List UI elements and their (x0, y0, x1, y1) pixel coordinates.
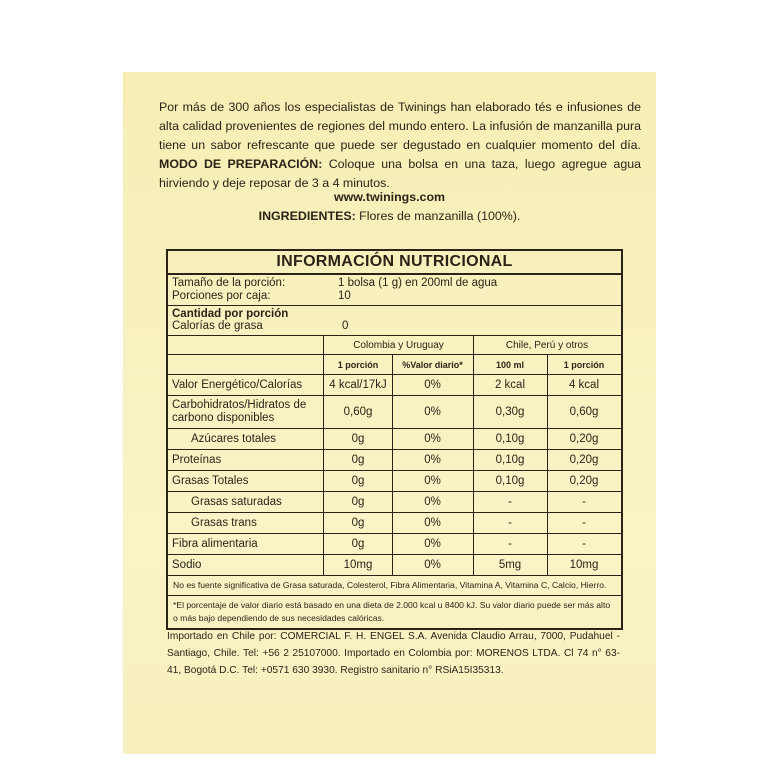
nutrient-row-carbs (168, 396, 621, 429)
value-cell: 4 kcal (568, 379, 600, 391)
value-cell: 0,60g (324, 396, 393, 428)
nutrient-label: Sodio (168, 555, 324, 575)
nutrient-row-sugars (168, 429, 621, 450)
amount-label: Cantidad por porción (172, 308, 289, 320)
group-header-row (168, 336, 621, 355)
col-header-4: 1 porción (563, 359, 605, 370)
nutrient-row-protein (168, 450, 621, 471)
value-cell: 0% (392, 534, 474, 554)
group2-header: Chile, Perú y otros (505, 339, 589, 351)
nutrient-row-sodium (168, 555, 621, 576)
value-cell: 0,10g (473, 471, 548, 491)
importer-info: Importado en Chile por: COMERCIAL F. H. ENGEL S.A. Avenida Claudio Arrau, 7000, Pudahuel - Santiago, Chile. Tel: +56 2 25107000. Importado en Colombia por: MORENOS LTDA. Cl 74 n° 63-41, Bogotá D.C. Tel: +0571 630 3930. Registro sanitario n° RSiA15I35313. (167, 631, 620, 676)
value-cell: 0g (324, 471, 393, 491)
prep-text: Coloque una bolsa en una taza, luego agregue agua hirviendo y deje reposar de 3 a 4 minutos. (159, 157, 641, 190)
serving-info-row (168, 275, 621, 306)
serving-labels (172, 277, 285, 303)
group-header-blank (168, 336, 324, 354)
amount-row (168, 306, 621, 336)
nutrient-label: Carbohidratos/Hidratos de carbono disponibles (168, 396, 324, 428)
column-header-row (168, 355, 621, 375)
group1-header: Colombia y Uruguay (324, 336, 474, 354)
value-cell: 0,20g (569, 475, 599, 487)
nutrient-label: Fibra alimentaria (168, 534, 324, 554)
value-cell: 0,10g (473, 429, 548, 449)
nutrient-row-fat (168, 471, 621, 492)
value-cell: 4 kcal/17kJ (324, 375, 393, 395)
nutrient-row-sat-fat (168, 492, 621, 513)
value-cell: - (473, 513, 548, 533)
servings-label: Porciones por caja: (172, 290, 271, 302)
value-cell: 0g (324, 492, 393, 512)
serving-values (338, 277, 497, 303)
prep-label: MODO DE PREPARACIÓN: (159, 157, 323, 171)
value-cell: - (473, 492, 548, 512)
ingredients-label: INGREDIENTES: (258, 209, 356, 223)
value-cell: 10mg (324, 555, 393, 575)
amount-labels (172, 308, 288, 332)
value-cell: 0g (324, 450, 393, 470)
value-cell: 0,30g (473, 396, 548, 428)
fat-cal-label: Calorías de grasa (172, 320, 263, 332)
package-panel (123, 72, 656, 754)
value-cell: 0% (392, 450, 474, 470)
col-header-1: 1 porción (324, 355, 393, 374)
intro-text: Por más de 300 años los especialistas de Twinings han elaborado tés e infusiones de alta calidad provenientes de regiones del mundo entero. La infusión de manzanilla pura tiene un sabor refrescante que puede ser degustado en cualquier momento del día. (159, 100, 641, 152)
col-header-2: %Valor diario* (392, 355, 474, 374)
website: www.twinings.com (333, 190, 446, 204)
value-cell: 0g (324, 429, 393, 449)
value-cell: 5mg (473, 555, 548, 575)
value-cell: - (582, 496, 586, 508)
value-cell: 2 kcal (473, 375, 548, 395)
fat-cal-value: 0 (342, 320, 349, 332)
value-cell: 0,10g (473, 450, 548, 470)
column-header-blank (168, 355, 324, 374)
value-cell: 0,20g (569, 454, 599, 466)
value-cell: 0g (324, 534, 393, 554)
value-cell: 0% (392, 429, 474, 449)
nutrition-title: INFORMACIÓN NUTRICIONAL (168, 251, 621, 275)
nutrient-label: Grasas saturadas (168, 492, 324, 512)
value-cell: 10mg (569, 559, 599, 571)
nutrient-label: Azúcares totales (168, 429, 324, 449)
value-cell: - (582, 517, 586, 529)
value-cell: 0% (392, 492, 474, 512)
value-cell: - (582, 538, 586, 550)
value-cell: 0% (392, 471, 474, 491)
serving-size-label: Tamaño de la porción: (172, 277, 286, 289)
col-header-3: 100 ml (473, 355, 548, 374)
value-cell: 0% (392, 375, 474, 395)
value-cell: - (473, 534, 548, 554)
ingredients-text: Flores de manzanilla (100%). (355, 209, 521, 223)
value-cell: 0g (324, 513, 393, 533)
nutrient-label: Valor Energético/Calorías (168, 375, 324, 395)
nutrient-label: Grasas Totales (168, 471, 324, 491)
footnote-daily-value: *El porcentaje de valor diario está basado en una dieta de 2.000 kcal u 8400 kJ. Su valor diario puede ser más alto o más bajo dependiendo de sus necesidades calóricas. (173, 600, 611, 623)
nutrient-label: Proteínas (168, 450, 324, 470)
nutrient-row-energy (168, 375, 621, 396)
value-cell: 0,20g (569, 433, 599, 445)
value-cell: 0% (392, 513, 474, 533)
servings-value: 10 (338, 290, 351, 302)
value-cell: 0% (392, 555, 474, 575)
serving-size-value: 1 bolsa (1 g) en 200ml de agua (338, 277, 498, 289)
nutrition-table (166, 249, 623, 630)
ingredients (123, 209, 656, 223)
value-cell: 0,60g (569, 406, 599, 418)
nutrient-label: Grasas trans (168, 513, 324, 533)
nutrient-row-fiber (168, 534, 621, 555)
value-cell: 0% (392, 396, 474, 428)
nutrient-row-trans-fat (168, 513, 621, 534)
intro-paragraph (159, 98, 641, 193)
footnote-nonsignificant: No es fuente significativa de Grasa saturada, Colesterol, Fibra Alimentaria, Vitamina A, Vitamina C, Calcio, Hierro. (168, 576, 621, 596)
